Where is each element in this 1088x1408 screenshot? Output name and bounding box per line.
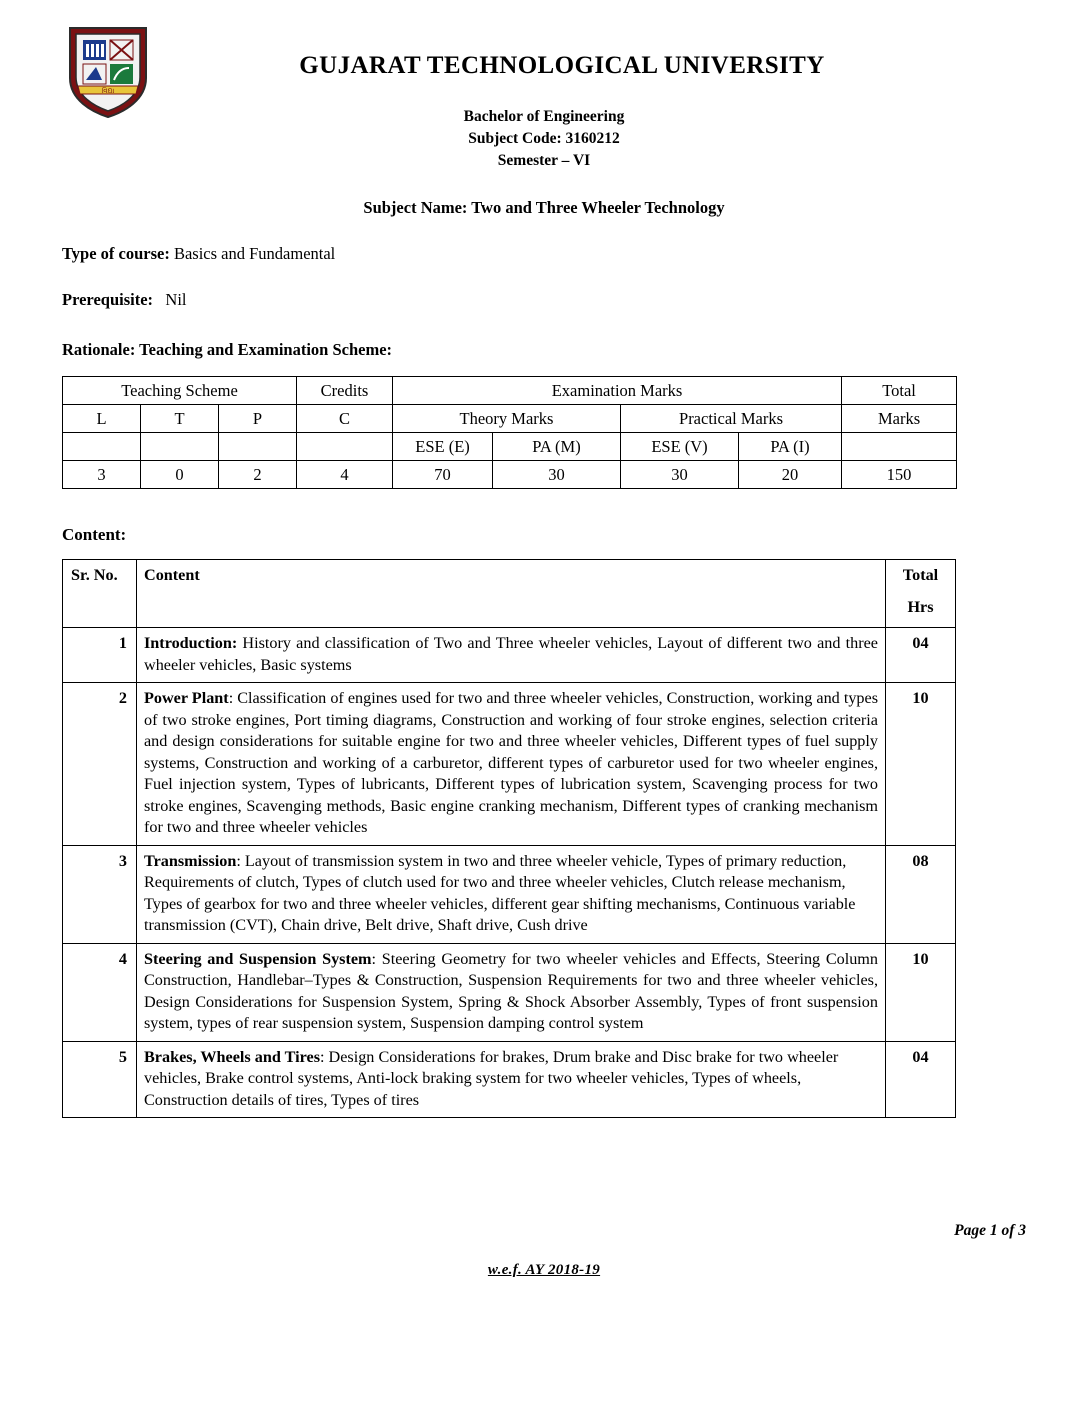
content-header-hours — [886, 560, 956, 628]
syllabus-content — [62, 559, 1026, 1118]
row-content — [137, 1041, 886, 1118]
row-text: : Layout of transmission system in two and three wheeler vehicle, Types of primary reduction, Requirements of clutch, Types of clutch used for two and three wheeler vehicles, Clutch release mechanism, Types of gearbox for two and three wheeler vehicles, different gear shifting mechanisms, Continuous variable transmission (CVT), Chain drive, Belt drive, Shaft drive, Cush drive — [144, 851, 856, 934]
row-title: Brakes, Wheels and Tires — [144, 1047, 320, 1066]
content-header-hrs: Hrs — [907, 597, 934, 616]
row-content — [137, 628, 886, 683]
content-header-row — [63, 560, 956, 628]
row-title: Power Plant — [144, 689, 229, 707]
type-of-course-value: Basics and Fundamental — [173, 244, 336, 263]
prerequisite-value: Nil — [165, 290, 187, 309]
scheme-group-credits: Credits — [297, 377, 393, 405]
degree-label: Bachelor of Engineering — [463, 108, 625, 125]
scheme-value-t: 0 — [141, 461, 219, 489]
scheme-header-row-3 — [63, 433, 957, 461]
scheme-value-ese-v: 30 — [621, 461, 739, 489]
scheme-col-p: P — [219, 405, 297, 433]
subject-code: Subject Code: 3160212 — [468, 130, 620, 147]
gtu-crest-logo — [62, 22, 154, 120]
content-header-total: Total — [902, 566, 939, 584]
scheme-value-total: 150 — [842, 461, 957, 489]
table-row — [63, 845, 956, 943]
university-title: GUJARAT TECHNOLOGICAL UNIVERSITY — [299, 52, 825, 79]
row-content — [137, 943, 886, 1041]
scheme-value-c: 4 — [297, 461, 393, 489]
content-header-sr: Sr. No. — [63, 560, 137, 628]
table-row — [63, 1041, 956, 1118]
row-sr: 4 — [63, 943, 137, 1041]
type-of-course-label: Type of course: — [62, 244, 170, 263]
scheme-value-pa-i: 20 — [739, 461, 842, 489]
row-sr: 5 — [63, 1041, 137, 1118]
row-text: : Classification of engines used for two and three wheeler vehicles, Construction, working and types of two stroke engines, Port timing diagrams, Construction and working of four stroke engines, selection criteria and design considerations for suitable engine for two and three wheeler vehicles, Different types of fuel supply systems, Construction and working of a carburetor, different types of carburetor used for two wheeler engines, Fuel injection system, Types of lubricants, Different types of lubrication system, Scavenging process for two stroke engines, Scavenging methods, Basic engine cranking mechanism, Different types of cranking mechanism for two and three wheeler vehicles — [144, 689, 878, 836]
row-sr: 2 — [63, 683, 137, 846]
row-sr: 3 — [63, 845, 137, 943]
svg-text:વિદ્યા: વિદ્યા — [101, 87, 115, 95]
scheme-value-pa-m: 30 — [493, 461, 621, 489]
degree-block — [0, 106, 1088, 172]
scheme-pa-m: PA (M) — [493, 433, 621, 461]
scheme-col-c: C — [297, 405, 393, 433]
scheme-group-total: Total — [842, 377, 957, 405]
row-hours: 04 — [886, 1041, 956, 1118]
prerequisite-line — [62, 290, 1026, 310]
row-hours: 08 — [886, 845, 956, 943]
scheme-header-row-1 — [63, 377, 957, 405]
row-title: Introduction: — [144, 634, 238, 652]
scheme-value-p: 2 — [219, 461, 297, 489]
row-title: Steering and Suspension System — [144, 949, 372, 968]
scheme-practical-marks: Practical Marks — [621, 405, 842, 433]
scheme-values-row — [63, 461, 957, 489]
scheme-table — [62, 376, 957, 489]
teaching-examination-scheme — [62, 376, 1026, 489]
scheme-total-marks-label: Marks — [842, 405, 957, 433]
prerequisite-label: Prerequisite: — [62, 290, 154, 309]
type-of-course-line — [62, 244, 1026, 264]
row-text: : Design Considerations for brakes, Drum brake and Disc brake for two wheeler vehicles, Brake control systems, Anti-lock braking system for two wheeler vehicles, Types of wheels, Construction details of tires, Types of tires — [144, 1047, 839, 1109]
row-hours: 10 — [886, 683, 956, 846]
content-header-content: Content — [137, 560, 886, 628]
row-title: Transmission — [144, 851, 237, 870]
table-row — [63, 943, 956, 1041]
course-meta — [62, 244, 1026, 360]
semester: Semester – VI — [497, 152, 591, 169]
row-sr: 1 — [63, 628, 137, 683]
subject-name: Subject Name: Two and Three Wheeler Technology — [363, 198, 725, 217]
scheme-theory-marks: Theory Marks — [393, 405, 621, 433]
scheme-col-t: T — [141, 405, 219, 433]
row-hours: 10 — [886, 943, 956, 1041]
rationale-label: Rationale: Teaching and Examination Scheme: — [62, 340, 393, 359]
scheme-value-ese-e: 70 — [393, 461, 493, 489]
content-table — [62, 559, 956, 1118]
table-row — [63, 683, 956, 846]
document-header — [0, 0, 1088, 218]
page-number: Page 1 of 3 — [954, 1222, 1026, 1239]
row-text: : Steering Geometry for two wheeler vehicles and Effects, Steering Column Construction, Handlebar–Types & Construction, Suspension Requirements for two and three wheeler vehicles, Design Considerations for Suspension System, Spring & Shock Absorber Assembly, Types of front suspension system, types of rear suspension system, Suspension damping control system — [144, 949, 878, 1032]
content-heading: Content: — [62, 525, 127, 544]
scheme-group-exam: Examination Marks — [393, 377, 842, 405]
scheme-group-teaching: Teaching Scheme — [63, 377, 297, 405]
scheme-ese-v: ESE (V) — [621, 433, 739, 461]
table-row — [63, 628, 956, 683]
scheme-value-l: 3 — [63, 461, 141, 489]
scheme-col-l: L — [63, 405, 141, 433]
scheme-ese-e: ESE (E) — [393, 433, 493, 461]
row-content — [137, 845, 886, 943]
wef-note: w.e.f. AY 2018-19 — [487, 1262, 601, 1278]
scheme-header-row-2 — [63, 405, 957, 433]
row-content — [137, 683, 886, 846]
scheme-pa-i: PA (I) — [739, 433, 842, 461]
row-hours: 04 — [886, 628, 956, 683]
row-text: History and classification of Two and Three wheeler vehicles, Layout of different two and three wheeler vehicles, Basic systems — [144, 634, 878, 674]
